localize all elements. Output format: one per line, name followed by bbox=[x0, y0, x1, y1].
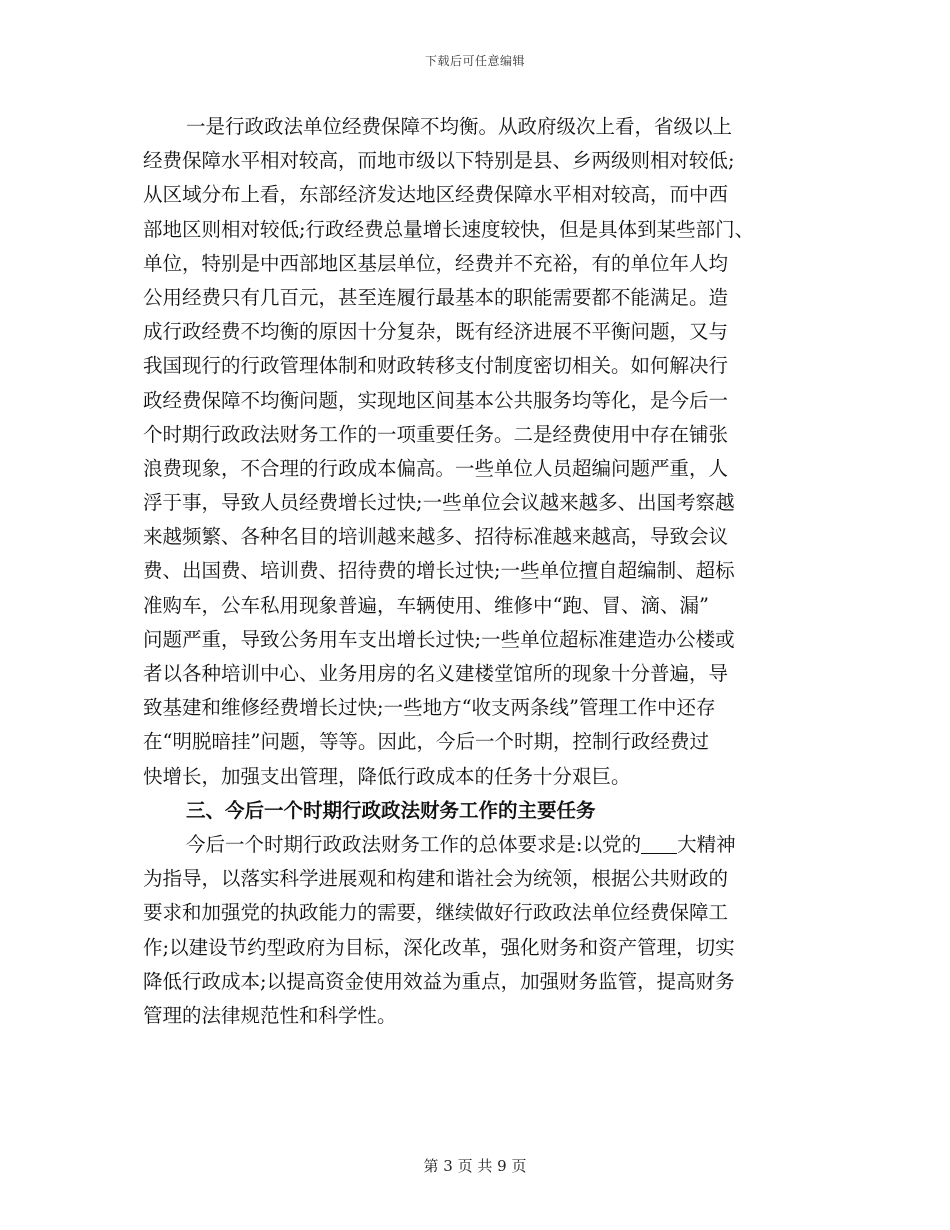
text-segment: 大精神 bbox=[677, 832, 736, 856]
page-footer: 第 3 页 共 9 页 bbox=[423, 1157, 527, 1175]
paragraph-1 bbox=[143, 110, 807, 794]
text-line: 个时期行政政法财务工作的一项重要任务。二是经费使用中存在铺张 bbox=[143, 422, 729, 446]
paragraph-2 bbox=[143, 828, 807, 1033]
text-line bbox=[143, 828, 807, 862]
text-line: 管理的法律规范性和科学性。 bbox=[143, 1003, 397, 1027]
section-heading: 三、今后一个时期行政政法财务工作的主要任务 bbox=[186, 798, 596, 822]
text-line: 一是行政政法单位经费保障不均衡。从政府级次上看，省级以上 bbox=[186, 115, 733, 138]
text-line: 快增长，加强支出管理，降低行政成本的任务十分艰巨。 bbox=[143, 764, 631, 788]
document-body bbox=[143, 110, 807, 1033]
text-line: 降低行政成本;以提高资金使用效益为重点，加强财务监管，提高财务 bbox=[143, 969, 735, 993]
text-line: 浮于事，导致人员经费增长过快;一些单位会议越来越多、出国考察越 bbox=[143, 491, 735, 515]
page-header: 下载后可任意编辑 bbox=[424, 54, 525, 68]
text-line: 为指导，以落实科学进展观和构建和谐社会为统领，根据公共财政的 bbox=[143, 867, 729, 891]
text-line: 政经费保障不均衡问题，实现地区间基本公共服务均等化，是今后一 bbox=[143, 388, 729, 412]
text-line: 经费保障水平相对较高，而地市级以下特别是县、乡两级则相对较低; bbox=[143, 149, 735, 173]
text-line: 要求和加强党的执政能力的需要，继续做好行政政法单位经费保障工 bbox=[143, 901, 729, 925]
text-line: 者以各种培训中心、业务用房的名义建楼堂馆所的现象十分普遍，导 bbox=[143, 662, 729, 685]
text-line: 费、出国费、培训费、招待费的增长过快;一些单位擅自超编制、超标 bbox=[143, 559, 735, 583]
text-line: 致基建和维修经费增长过快;一些地方“收支两条线”管理工作中还存 bbox=[143, 696, 716, 720]
text-segment: 今后一个时期行政政法财务工作的总体要求是:以党的 bbox=[186, 832, 642, 856]
text-line: 在“明脱暗挂”问题，等等。因此，今后一个时期，控制行政经费过 bbox=[143, 730, 709, 754]
text-line: 公用经费只有几百元，甚至连履行最基本的职能需要都不能满足。造 bbox=[143, 285, 729, 309]
text-line: 准购车，公车私用现象普遍，车辆使用、维修中“跑、冒、滴、漏” bbox=[143, 593, 709, 617]
text-line: 浪费现象，不合理的行政成本偏高。一些单位人员超编问题严重，人 bbox=[143, 456, 729, 480]
text-line: 单位，特别是中西部地区基层单位，经费并不充裕，有的单位年人均 bbox=[143, 251, 729, 275]
text-line: 问题严重，导致公务用车支出增长过快;一些单位超标准建造办公楼或 bbox=[143, 627, 735, 651]
text-line: 从区域分布上看，东部经济发达地区经费保障水平相对较高，而中西 bbox=[143, 183, 729, 207]
text-line: 作;以建设节约型政府为目标，深化改革，强化财务和资产管理，切实 bbox=[143, 935, 735, 959]
text-line: 部地区则相对较低;行政经费总量增长速度较快，但是具体到某些部门、 bbox=[143, 217, 755, 241]
text-line: 成行政经费不均衡的原因十分复杂，既有经济进展不平衡问题，又与 bbox=[143, 320, 729, 344]
text-line: 来越频繁、各种名目的培训越来越多、招待标准越来越高，导致会议 bbox=[143, 525, 729, 549]
fill-in-blank bbox=[641, 833, 677, 854]
text-line: 我国现行的行政管理体制和财政转移支付制度密切相关。如何解决行 bbox=[143, 354, 729, 378]
